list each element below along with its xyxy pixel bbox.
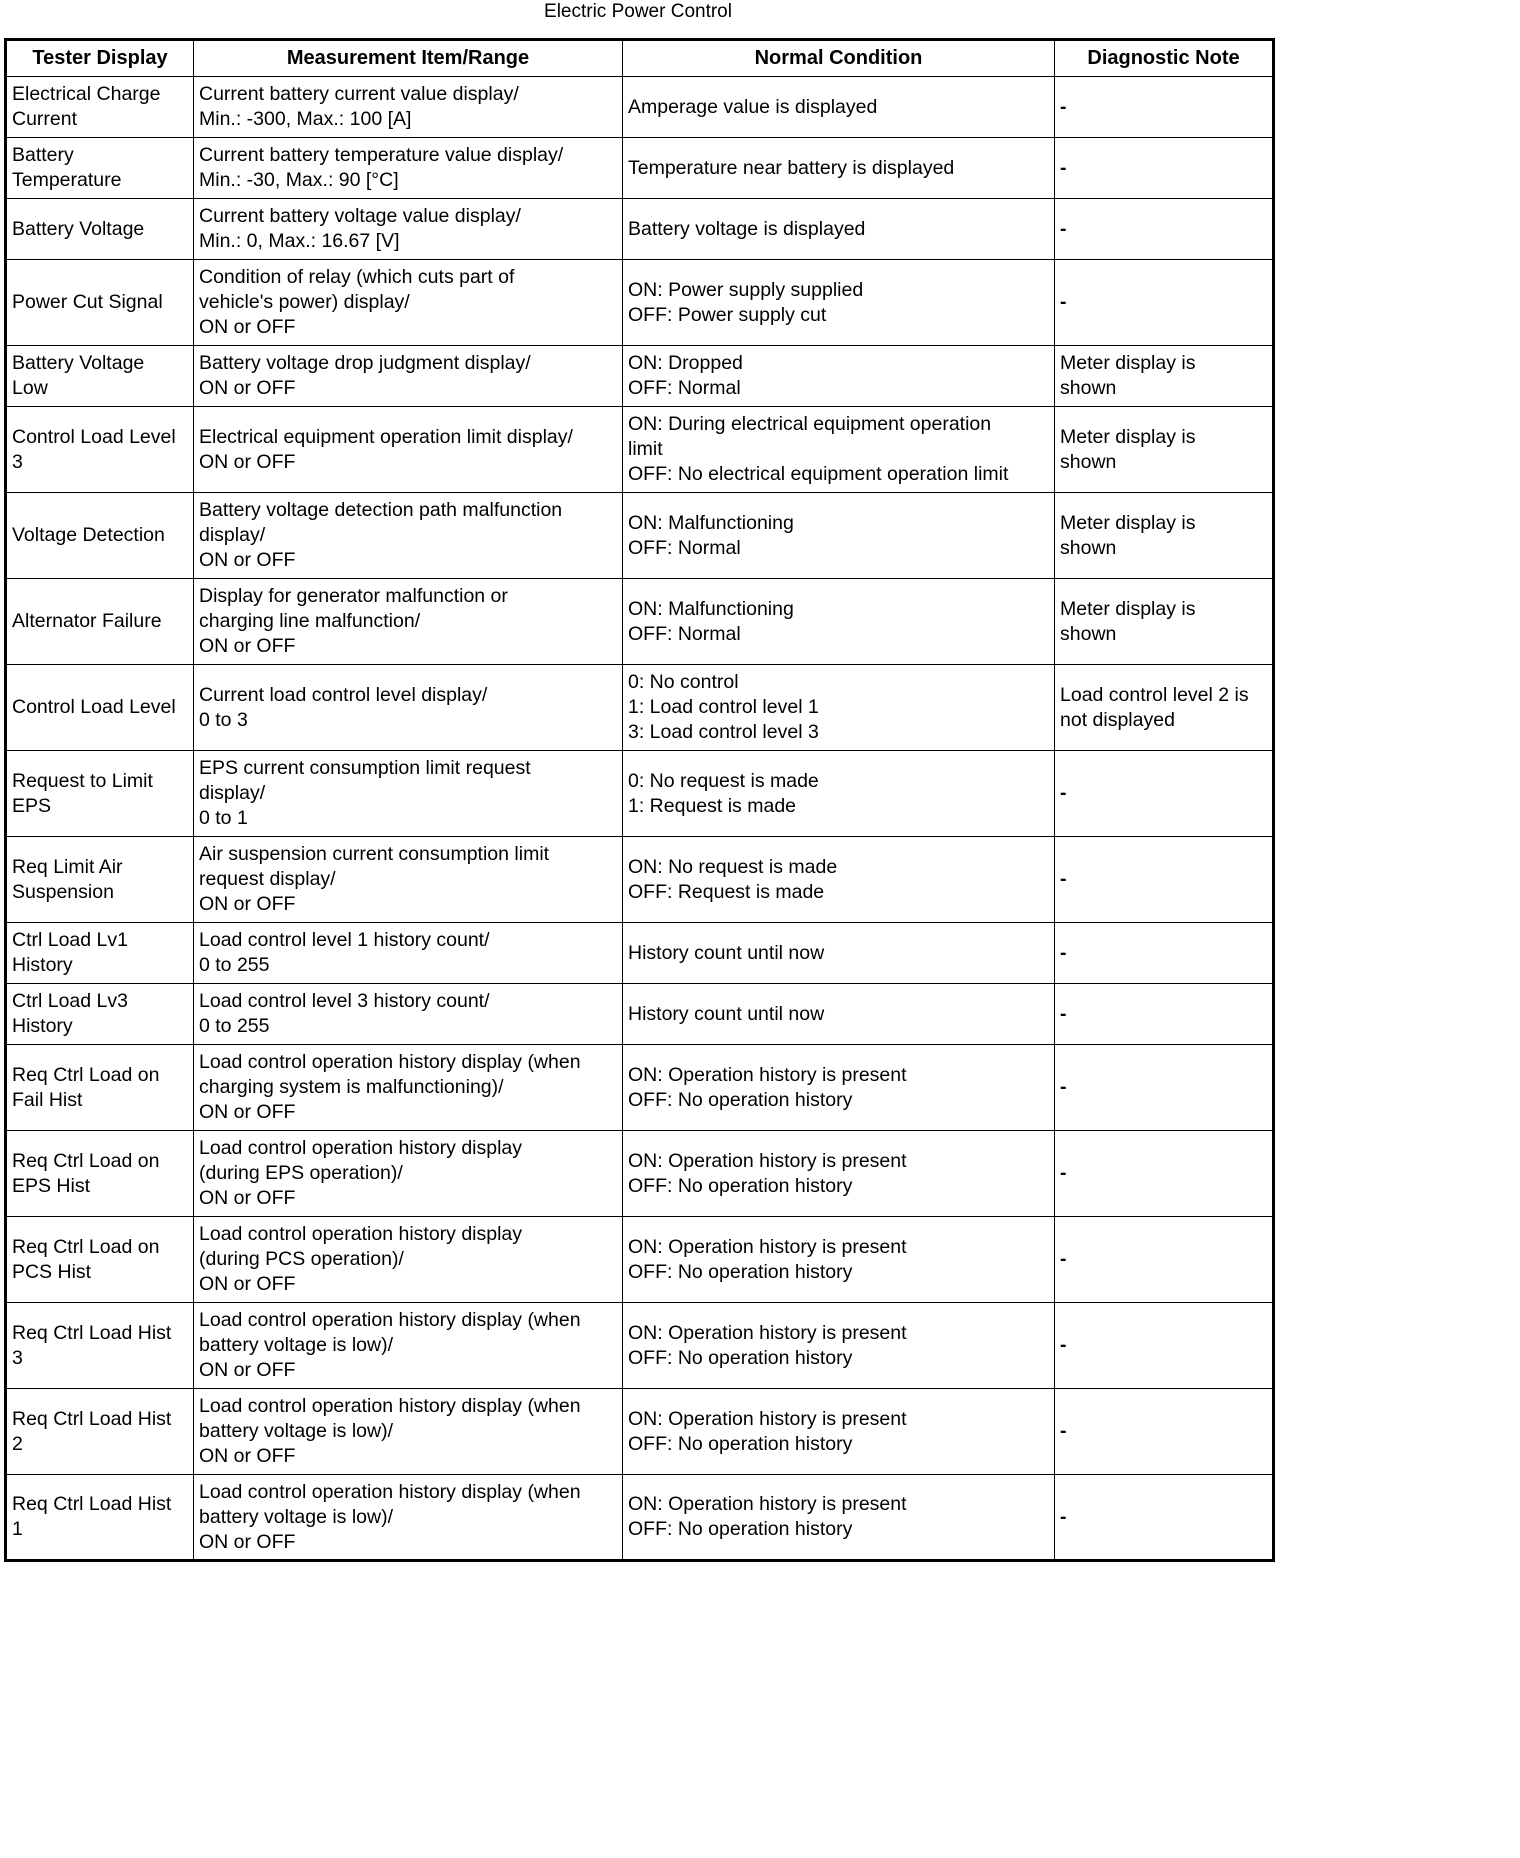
cell-text-line: 1: Request is made bbox=[628, 794, 797, 817]
cell-text-line: Current bbox=[12, 108, 78, 130]
normal-condition-cell bbox=[623, 923, 1055, 984]
cell-text-line: ON or OFF bbox=[199, 635, 296, 657]
cell-text-line: OFF: No electrical equipment operation limit bbox=[628, 463, 1009, 485]
table-row bbox=[6, 260, 1274, 346]
cell-text-line: Display for generator malfunction or bbox=[199, 585, 508, 607]
cell-text-line: Load control level 1 history count/ bbox=[199, 929, 490, 951]
cell-text-line: - bbox=[1060, 1076, 1067, 1098]
tester-display-cell bbox=[6, 260, 194, 346]
measurement-cell bbox=[194, 199, 623, 260]
cell-text-line: 3 bbox=[12, 1346, 23, 1369]
page-title: Electric Power Control bbox=[544, 1, 732, 22]
cell-text-line: ON: Operation history is present bbox=[628, 1407, 907, 1430]
header-measurement-item-range: Measurement Item/Range bbox=[194, 40, 623, 77]
diagnostic-note-cell bbox=[1055, 77, 1274, 138]
cell-text-line: Voltage Detection bbox=[12, 524, 165, 546]
tester-display-cell bbox=[6, 1303, 194, 1389]
table-row bbox=[6, 77, 1274, 138]
cell-text-line: shown bbox=[1060, 622, 1117, 645]
cell-text-line: ON: Operation history is present bbox=[628, 1149, 907, 1172]
table-row bbox=[6, 837, 1274, 923]
cell-text-line: EPS Hist bbox=[12, 1174, 91, 1197]
cell-text-line: Battery bbox=[12, 144, 74, 166]
cell-text-line: ON or OFF bbox=[199, 1187, 296, 1209]
cell-text-line: - bbox=[1060, 1420, 1067, 1442]
header-tester-display: Tester Display bbox=[6, 40, 194, 77]
diagnostic-note-cell bbox=[1055, 837, 1274, 923]
cell-text-line: Meter display is bbox=[1060, 425, 1196, 448]
tester-display-cell bbox=[6, 984, 194, 1045]
normal-condition-cell bbox=[623, 199, 1055, 260]
measurement-cell bbox=[194, 493, 623, 579]
tester-display-cell bbox=[6, 751, 194, 837]
cell-text-line: 0 to 1 bbox=[199, 807, 248, 829]
cell-text-line: - bbox=[1060, 1162, 1067, 1184]
cell-text-line: not displayed bbox=[1060, 708, 1175, 731]
measurement-cell bbox=[194, 1303, 623, 1389]
tester-display-cell bbox=[6, 346, 194, 407]
cell-text-line: - bbox=[1060, 291, 1067, 313]
normal-condition-cell bbox=[623, 1045, 1055, 1131]
cell-text-line: Suspension bbox=[12, 880, 114, 903]
cell-text-line: ON or OFF bbox=[199, 316, 296, 338]
cell-text-line: 0 to 3 bbox=[199, 708, 248, 731]
table-row bbox=[6, 579, 1274, 665]
diagnostic-note-cell bbox=[1055, 1217, 1274, 1303]
cell-text-line: - bbox=[1060, 868, 1067, 890]
cell-text-line: 2 bbox=[12, 1432, 23, 1455]
cell-text-line: display/ bbox=[199, 524, 266, 546]
diagnostic-note-cell bbox=[1055, 1475, 1274, 1561]
tester-display-cell bbox=[6, 579, 194, 665]
electric-power-control-table bbox=[4, 38, 1275, 1562]
cell-text-line: Min.: -300, Max.: 100 [A] bbox=[199, 108, 412, 130]
table-row bbox=[6, 138, 1274, 199]
cell-text-line: Ctrl Load Lv3 bbox=[12, 990, 128, 1012]
tester-display-cell bbox=[6, 493, 194, 579]
cell-text-line: Control Load Level bbox=[12, 425, 176, 448]
cell-text-line: ON: Operation history is present bbox=[628, 1235, 907, 1258]
cell-text-line: Load control operation history display (when bbox=[199, 1480, 581, 1503]
cell-text-line: request display/ bbox=[199, 868, 336, 890]
cell-text-line: OFF: No operation history bbox=[628, 1518, 853, 1540]
cell-text-line: display/ bbox=[199, 782, 266, 804]
cell-text-line: History count until now bbox=[628, 1002, 825, 1025]
normal-condition-cell bbox=[623, 1475, 1055, 1561]
normal-condition-cell bbox=[623, 1131, 1055, 1217]
normal-condition-cell bbox=[623, 837, 1055, 923]
tester-display-cell bbox=[6, 665, 194, 751]
cell-text-line: OFF: Normal bbox=[628, 622, 741, 645]
cell-text-line: ON or OFF bbox=[199, 450, 296, 473]
cell-text-line: (during PCS operation)/ bbox=[199, 1248, 404, 1270]
measurement-cell bbox=[194, 1389, 623, 1475]
normal-condition-cell bbox=[623, 1389, 1055, 1475]
measurement-cell bbox=[194, 260, 623, 346]
cell-text-line: ON or OFF bbox=[199, 1359, 296, 1381]
tester-display-cell bbox=[6, 138, 194, 199]
cell-text-line: - bbox=[1060, 95, 1067, 118]
normal-condition-cell bbox=[623, 77, 1055, 138]
measurement-cell bbox=[194, 138, 623, 199]
tester-display-cell bbox=[6, 1131, 194, 1217]
measurement-cell bbox=[194, 1045, 623, 1131]
measurement-cell bbox=[194, 579, 623, 665]
cell-text-line: shown bbox=[1060, 450, 1117, 473]
cell-text-line: OFF: Power supply cut bbox=[628, 303, 827, 326]
cell-text-line: Load control operation history display (when bbox=[199, 1051, 581, 1073]
cell-text-line: History bbox=[12, 1015, 73, 1037]
measurement-cell bbox=[194, 1217, 623, 1303]
measurement-cell bbox=[194, 751, 623, 837]
diagnostic-note-cell bbox=[1055, 493, 1274, 579]
cell-text-line: ON or OFF bbox=[199, 377, 296, 399]
cell-text-line: Load control level 3 history count/ bbox=[199, 990, 490, 1012]
header-row bbox=[6, 40, 1274, 77]
cell-text-line: ON: Operation history is present bbox=[628, 1493, 907, 1515]
cell-text-line: OFF: No operation history bbox=[628, 1346, 853, 1369]
table-row bbox=[6, 665, 1274, 751]
tester-display-cell bbox=[6, 1389, 194, 1475]
tester-display-cell bbox=[6, 837, 194, 923]
cell-text-line: ON: Malfunctioning bbox=[628, 511, 794, 534]
cell-text-line: ON: During electrical equipment operation bbox=[628, 413, 992, 435]
cell-text-line: Req Ctrl Load Hist bbox=[12, 1321, 172, 1344]
cell-text-line: vehicle's power) display/ bbox=[199, 291, 410, 313]
table-row bbox=[6, 493, 1274, 579]
table-row bbox=[6, 1131, 1274, 1217]
measurement-cell bbox=[194, 665, 623, 751]
cell-text-line: Power Cut Signal bbox=[12, 291, 163, 313]
normal-condition-cell bbox=[623, 260, 1055, 346]
tester-display-cell bbox=[6, 923, 194, 984]
cell-text-line: OFF: No operation history bbox=[628, 1260, 853, 1283]
table-row bbox=[6, 923, 1274, 984]
tester-display-cell bbox=[6, 1045, 194, 1131]
normal-condition-cell bbox=[623, 493, 1055, 579]
diagnostic-note-cell bbox=[1055, 984, 1274, 1045]
cell-text-line: 0: No request is made bbox=[628, 769, 819, 792]
cell-text-line: ON: No request is made bbox=[628, 855, 838, 878]
table-row bbox=[6, 199, 1274, 260]
normal-condition-cell bbox=[623, 751, 1055, 837]
cell-text-line: 3: Load control level 3 bbox=[628, 721, 819, 743]
table-row bbox=[6, 346, 1274, 407]
cell-text-line: ON or OFF bbox=[199, 1273, 296, 1295]
cell-text-line: OFF: Request is made bbox=[628, 880, 825, 903]
cell-text-line: Battery voltage is displayed bbox=[628, 217, 866, 240]
cell-text-line: - bbox=[1060, 1334, 1067, 1356]
cell-text-line: - bbox=[1060, 217, 1067, 240]
cell-text-line: ON: Dropped bbox=[628, 352, 743, 374]
diagnostic-note-cell bbox=[1055, 1045, 1274, 1131]
measurement-cell bbox=[194, 1131, 623, 1217]
cell-text-line: Fail Hist bbox=[12, 1088, 83, 1111]
cell-text-line: ON or OFF bbox=[199, 1445, 296, 1467]
normal-condition-cell bbox=[623, 138, 1055, 199]
table-row bbox=[6, 751, 1274, 837]
cell-text-line: Battery voltage detection path malfunction bbox=[199, 499, 563, 521]
normal-condition-cell bbox=[623, 665, 1055, 751]
cell-text-line: ON: Operation history is present bbox=[628, 1063, 907, 1086]
diagnostic-note-cell bbox=[1055, 1389, 1274, 1475]
cell-text-line: EPS current consumption limit request bbox=[199, 757, 531, 779]
cell-text-line: battery voltage is low)/ bbox=[199, 1420, 394, 1442]
cell-text-line: Current battery voltage value display/ bbox=[199, 205, 521, 227]
cell-text-line: - bbox=[1060, 782, 1067, 804]
normal-condition-cell bbox=[623, 984, 1055, 1045]
cell-text-line: Battery Voltage bbox=[12, 217, 145, 240]
tester-display-cell bbox=[6, 199, 194, 260]
tester-display-cell bbox=[6, 77, 194, 138]
cell-text-line: OFF: No operation history bbox=[628, 1088, 853, 1111]
cell-text-line: ON: Malfunctioning bbox=[628, 597, 794, 620]
cell-text-line: 0 to 255 bbox=[199, 1015, 270, 1037]
cell-text-line: 0 to 255 bbox=[199, 954, 270, 976]
normal-condition-cell bbox=[623, 1217, 1055, 1303]
cell-text-line: Amperage value is displayed bbox=[628, 95, 878, 118]
measurement-cell bbox=[194, 1475, 623, 1561]
cell-text-line: Condition of relay (which cuts part of bbox=[199, 266, 515, 288]
cell-text-line: battery voltage is low)/ bbox=[199, 1505, 394, 1528]
cell-text-line: ON or OFF bbox=[199, 549, 296, 571]
table-row bbox=[6, 1217, 1274, 1303]
cell-text-line: Min.: -30, Max.: 90 [°C] bbox=[199, 169, 399, 191]
diagnostic-note-cell bbox=[1055, 1303, 1274, 1389]
table-row bbox=[6, 984, 1274, 1045]
cell-text-line: Req Ctrl Load on bbox=[12, 1063, 160, 1086]
cell-text-line: shown bbox=[1060, 536, 1117, 559]
cell-text-line: - bbox=[1060, 1248, 1067, 1270]
cell-text-line: charging line malfunction/ bbox=[199, 610, 421, 632]
cell-text-line: OFF: No operation history bbox=[628, 1174, 853, 1197]
cell-text-line: battery voltage is low)/ bbox=[199, 1334, 394, 1356]
cell-text-line: Load control level 2 is bbox=[1060, 683, 1249, 706]
cell-text-line: PCS Hist bbox=[12, 1260, 92, 1283]
diagnostic-note-cell bbox=[1055, 579, 1274, 665]
cell-text-line: Min.: 0, Max.: 16.67 [V] bbox=[199, 230, 400, 252]
measurement-cell bbox=[194, 77, 623, 138]
table-row bbox=[6, 407, 1274, 493]
diagnostic-note-cell bbox=[1055, 665, 1274, 751]
cell-text-line: Meter display is bbox=[1060, 511, 1196, 534]
header-diagnostic-note: Diagnostic Note bbox=[1055, 40, 1274, 77]
cell-text-line: shown bbox=[1060, 377, 1117, 399]
cell-text-line: Req Ctrl Load on bbox=[12, 1235, 160, 1258]
cell-text-line: 3 bbox=[12, 450, 23, 473]
measurement-cell bbox=[194, 923, 623, 984]
cell-text-line: Load control operation history display bbox=[199, 1137, 523, 1159]
cell-text-line: Electrical equipment operation limit display/ bbox=[199, 425, 573, 448]
cell-text-line: Low bbox=[12, 377, 48, 399]
cell-text-line: Req Limit Air bbox=[12, 855, 123, 878]
table-row bbox=[6, 1475, 1274, 1561]
cell-text-line: Temperature bbox=[12, 169, 122, 191]
diagnostic-note-cell bbox=[1055, 407, 1274, 493]
normal-condition-cell bbox=[623, 407, 1055, 493]
cell-text-line: limit bbox=[628, 438, 663, 460]
cell-text-line: Load control operation history display (when bbox=[199, 1395, 581, 1417]
normal-condition-cell bbox=[623, 346, 1055, 407]
cell-text-line: - bbox=[1060, 156, 1067, 179]
diagnostic-note-cell bbox=[1055, 346, 1274, 407]
cell-text-line: ON: Power supply supplied bbox=[628, 278, 864, 301]
measurement-cell bbox=[194, 407, 623, 493]
cell-text-line: Control Load Level bbox=[12, 696, 176, 718]
cell-text-line: Request to Limit bbox=[12, 769, 153, 792]
tester-display-cell bbox=[6, 407, 194, 493]
cell-text-line: History count until now bbox=[628, 941, 825, 964]
cell-text-line: Electrical Charge bbox=[12, 83, 161, 105]
cell-text-line: Req Ctrl Load Hist bbox=[12, 1493, 172, 1515]
cell-text-line: Req Ctrl Load on bbox=[12, 1149, 160, 1172]
cell-text-line: (during EPS operation)/ bbox=[199, 1162, 403, 1184]
table-row bbox=[6, 1045, 1274, 1131]
cell-text-line: Alternator Failure bbox=[12, 610, 162, 632]
cell-text-line: Temperature near battery is displayed bbox=[628, 156, 955, 179]
diagnostic-note-cell bbox=[1055, 751, 1274, 837]
cell-text-line: OFF: Normal bbox=[628, 377, 741, 399]
normal-condition-cell bbox=[623, 579, 1055, 665]
cell-text-line: History bbox=[12, 954, 73, 976]
cell-text-line: Meter display is bbox=[1060, 597, 1196, 620]
cell-text-line: Meter display is bbox=[1060, 352, 1196, 374]
table-row bbox=[6, 1389, 1274, 1475]
cell-text-line: Current battery temperature value display/ bbox=[199, 144, 564, 166]
normal-condition-cell bbox=[623, 1303, 1055, 1389]
cell-text-line: ON or OFF bbox=[199, 1530, 296, 1553]
measurement-cell bbox=[194, 346, 623, 407]
cell-text-line: 1: Load control level 1 bbox=[628, 696, 819, 718]
cell-text-line: OFF: Normal bbox=[628, 536, 741, 559]
cell-text-line: Current battery current value display/ bbox=[199, 83, 519, 105]
cell-text-line: Load control operation history display bbox=[199, 1223, 523, 1245]
cell-text-line: 1 bbox=[12, 1518, 23, 1540]
cell-text-line: Air suspension current consumption limit bbox=[199, 843, 550, 865]
diagnostic-note-cell bbox=[1055, 923, 1274, 984]
cell-text-line: ON or OFF bbox=[199, 893, 296, 915]
diagnostic-note-cell bbox=[1055, 199, 1274, 260]
cell-text-line: charging system is malfunctioning)/ bbox=[199, 1076, 504, 1098]
cell-text-line: ON or OFF bbox=[199, 1101, 296, 1123]
cell-text-line: Req Ctrl Load Hist bbox=[12, 1407, 172, 1430]
cell-text-line: - bbox=[1060, 1505, 1067, 1528]
cell-text-line: - bbox=[1060, 941, 1067, 964]
cell-text-line: Load control operation history display (when bbox=[199, 1309, 581, 1331]
diagnostic-note-cell bbox=[1055, 138, 1274, 199]
cell-text-line: Current load control level display/ bbox=[199, 683, 488, 706]
cell-text-line: EPS bbox=[12, 794, 52, 817]
cell-text-line: Ctrl Load Lv1 bbox=[12, 929, 128, 951]
measurement-cell bbox=[194, 984, 623, 1045]
measurement-cell bbox=[194, 837, 623, 923]
cell-text-line: Battery voltage drop judgment display/ bbox=[199, 352, 531, 374]
diagnostic-note-cell bbox=[1055, 1131, 1274, 1217]
cell-text-line: OFF: No operation history bbox=[628, 1432, 853, 1455]
cell-text-line: ON: Operation history is present bbox=[628, 1321, 907, 1344]
table-row bbox=[6, 1303, 1274, 1389]
diagnostic-note-cell bbox=[1055, 260, 1274, 346]
cell-text-line: - bbox=[1060, 1002, 1067, 1025]
tester-display-cell bbox=[6, 1475, 194, 1561]
table-body bbox=[6, 77, 1274, 1561]
cell-text-line: 0: No control bbox=[628, 671, 739, 693]
tester-display-cell bbox=[6, 1217, 194, 1303]
cell-text-line: Battery Voltage bbox=[12, 352, 145, 374]
header-normal-condition: Normal Condition bbox=[623, 40, 1055, 77]
